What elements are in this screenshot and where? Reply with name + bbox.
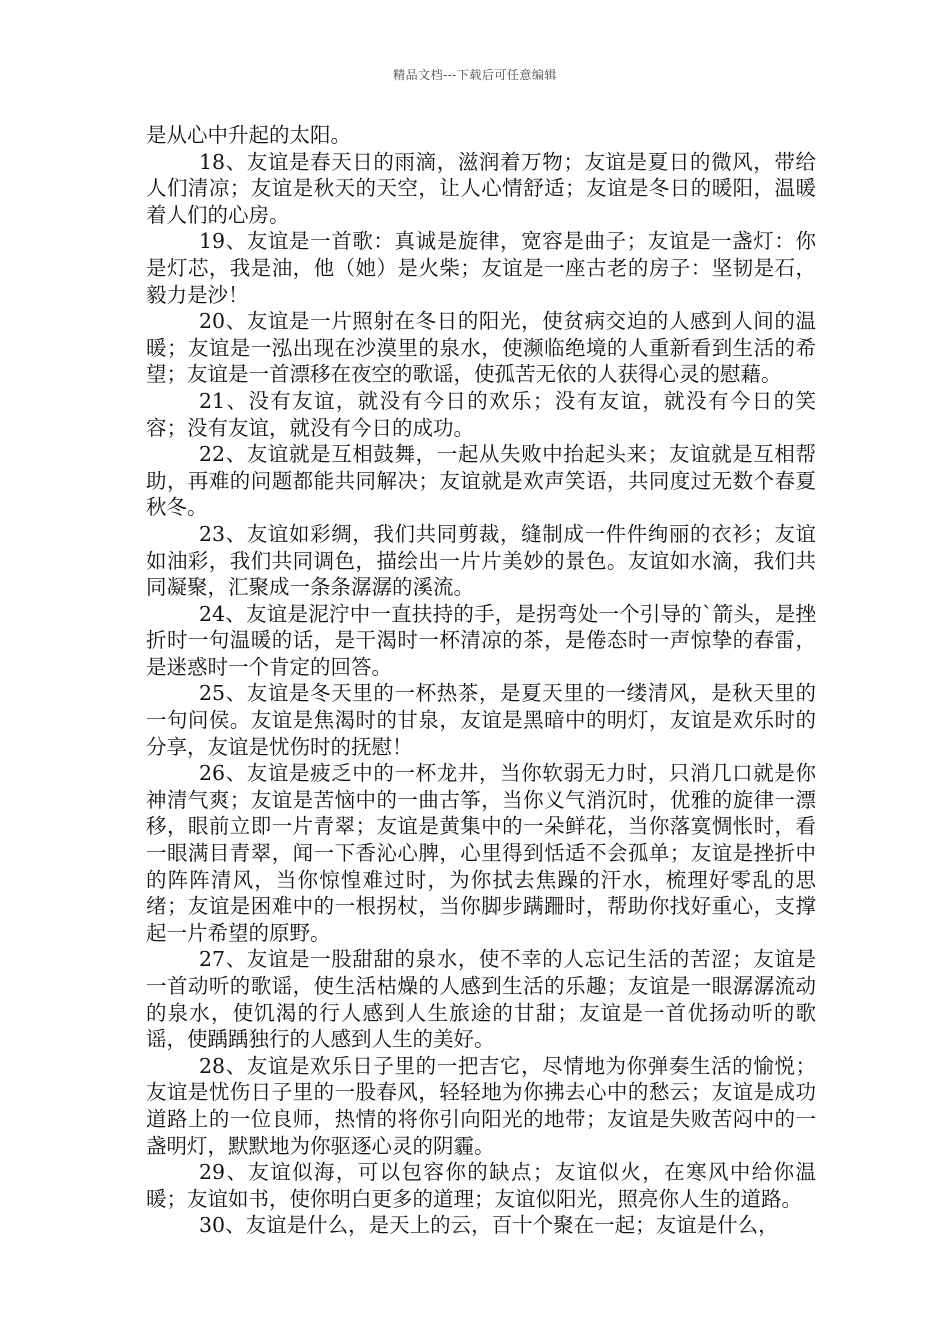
paragraph-25: 25、友谊是冬天里的一杯热茶，是夏天里的一缕清风，是秋天里的一句问侯。友谊是焦渴时的甘泉，友谊是黑暗中的明灯，友谊是欢乐时的分享，友谊是忧伤时的抚慰！: [146, 681, 816, 759]
paragraph-30: 30、友谊是什么，是天上的云，百十个聚在一起；友谊是什么，: [199, 1213, 779, 1238]
paragraph-27: 27、友谊是一股甜甜的泉水，使不幸的人忘记生活的苦涩；友谊是一首动听的歌谣，使生活枯燥的人感到生活的乐趣；友谊是一眼潺潺流动的泉水，使饥渴的行人感到人生旅途的甘甜；友谊是一首优扬动听的歌谣，使踽踽独行的人感到人生的美好。: [146, 947, 816, 1052]
paragraph-continuation: 是从心中升起的太阳。: [146, 123, 351, 147]
paragraph-21: 21、没有友谊，就没有今日的欢乐；没有友谊，就没有今日的笑容；没有友谊，就没有今日的成功。: [146, 388, 816, 440]
paragraph-18: 18、友谊是春天日的雨滴，滋润着万物；友谊是夏日的微风，带给人们清凉；友谊是秋天的天空，让人心情舒适；友谊是冬日的暖阳，温暖着人们的心房。: [146, 149, 816, 227]
paragraph-29: 29、友谊似海，可以包容你的缺点；友谊似火，在寒风中给你温暖；友谊如书，使你明白更多的道理；友谊似阳光，照亮你人生的道路。: [146, 1160, 816, 1211]
paragraph-24: 24、友谊是泥泞中一直扶持的手，是拐弯处一个引导的`箭头，是挫折时一句温暖的话，是干渴时一杯清凉的茶，是倦态时一声惊挚的春雷，是迷惑时一个肯定的回答。: [146, 601, 816, 679]
paragraph-26: 26、友谊是疲乏中的一杯龙井，当你软弱无力时，只消几口就是你神清气爽；友谊是苦恼中的一曲古筝，当你义气消沉时，优雅的旋律一漂移，眼前立即一片青翠；友谊是黄集中的一朵鲜花，当你落寞惆怅时，看一眼满目青翠，闻一下香沁心脾，心里得到恬适不会孤单；友谊是挫折中的阵阵清风，当你惊惶难过时，为你拭去焦躁的汗水，梳理好零乱的思绪；友谊是困难中的一根拐杖，当你脚步蹒跚时，帮助你找好重心，支撑起一片希望的原野。: [146, 761, 816, 945]
document-body: [146, 122, 816, 1239]
paragraph-28: 28、友谊是欢乐日子里的一把吉它，尽情地为你弹奏生活的愉悦；友谊是忧伤日子里的一股春风，轻轻地为你拂去心中的愁云；友谊是成功道路上的一位良师，热情的将你引向阳光的地带；友谊是失败苦闷中的一盏明灯，默默地为你驱逐心灵的阴霾。: [146, 1053, 816, 1158]
paragraph-22: 22、友谊就是互相鼓舞，一起从失败中抬起头来；友谊就是互相帮助，再难的问题都能共同解决；友谊就是欢声笑语，共同度过无数个春夏秋冬。: [146, 442, 816, 520]
page-header: 精品文档---下载后可任意编辑: [393, 68, 557, 82]
paragraph-20: 20、友谊是一片照射在冬日的阳光，使贫病交迫的人感到人间的温暖；友谊是一泓出现在沙漠里的泉水，使濒临绝境的人重新看到生活的希望；友谊是一首漂移在夜空的歌谣，使孤苦无依的人获得心灵的慰藉。: [146, 309, 816, 387]
paragraph-23: 23、友谊如彩绸，我们共同剪裁，缝制成一件件绚丽的衣衫；友谊如油彩，我们共同调色，描绘出一片片美妙的景色。友谊如水滴，我们共同凝聚，汇聚成一条条潺潺的溪流。: [146, 521, 816, 600]
paragraph-19: 19、友谊是一首歌：真诚是旋律，宽容是曲子；友谊是一盏灯：你是灯芯，我是油，他（她）是火柴；友谊是一座古老的房子：坚韧是石，毅力是沙！: [146, 229, 816, 307]
